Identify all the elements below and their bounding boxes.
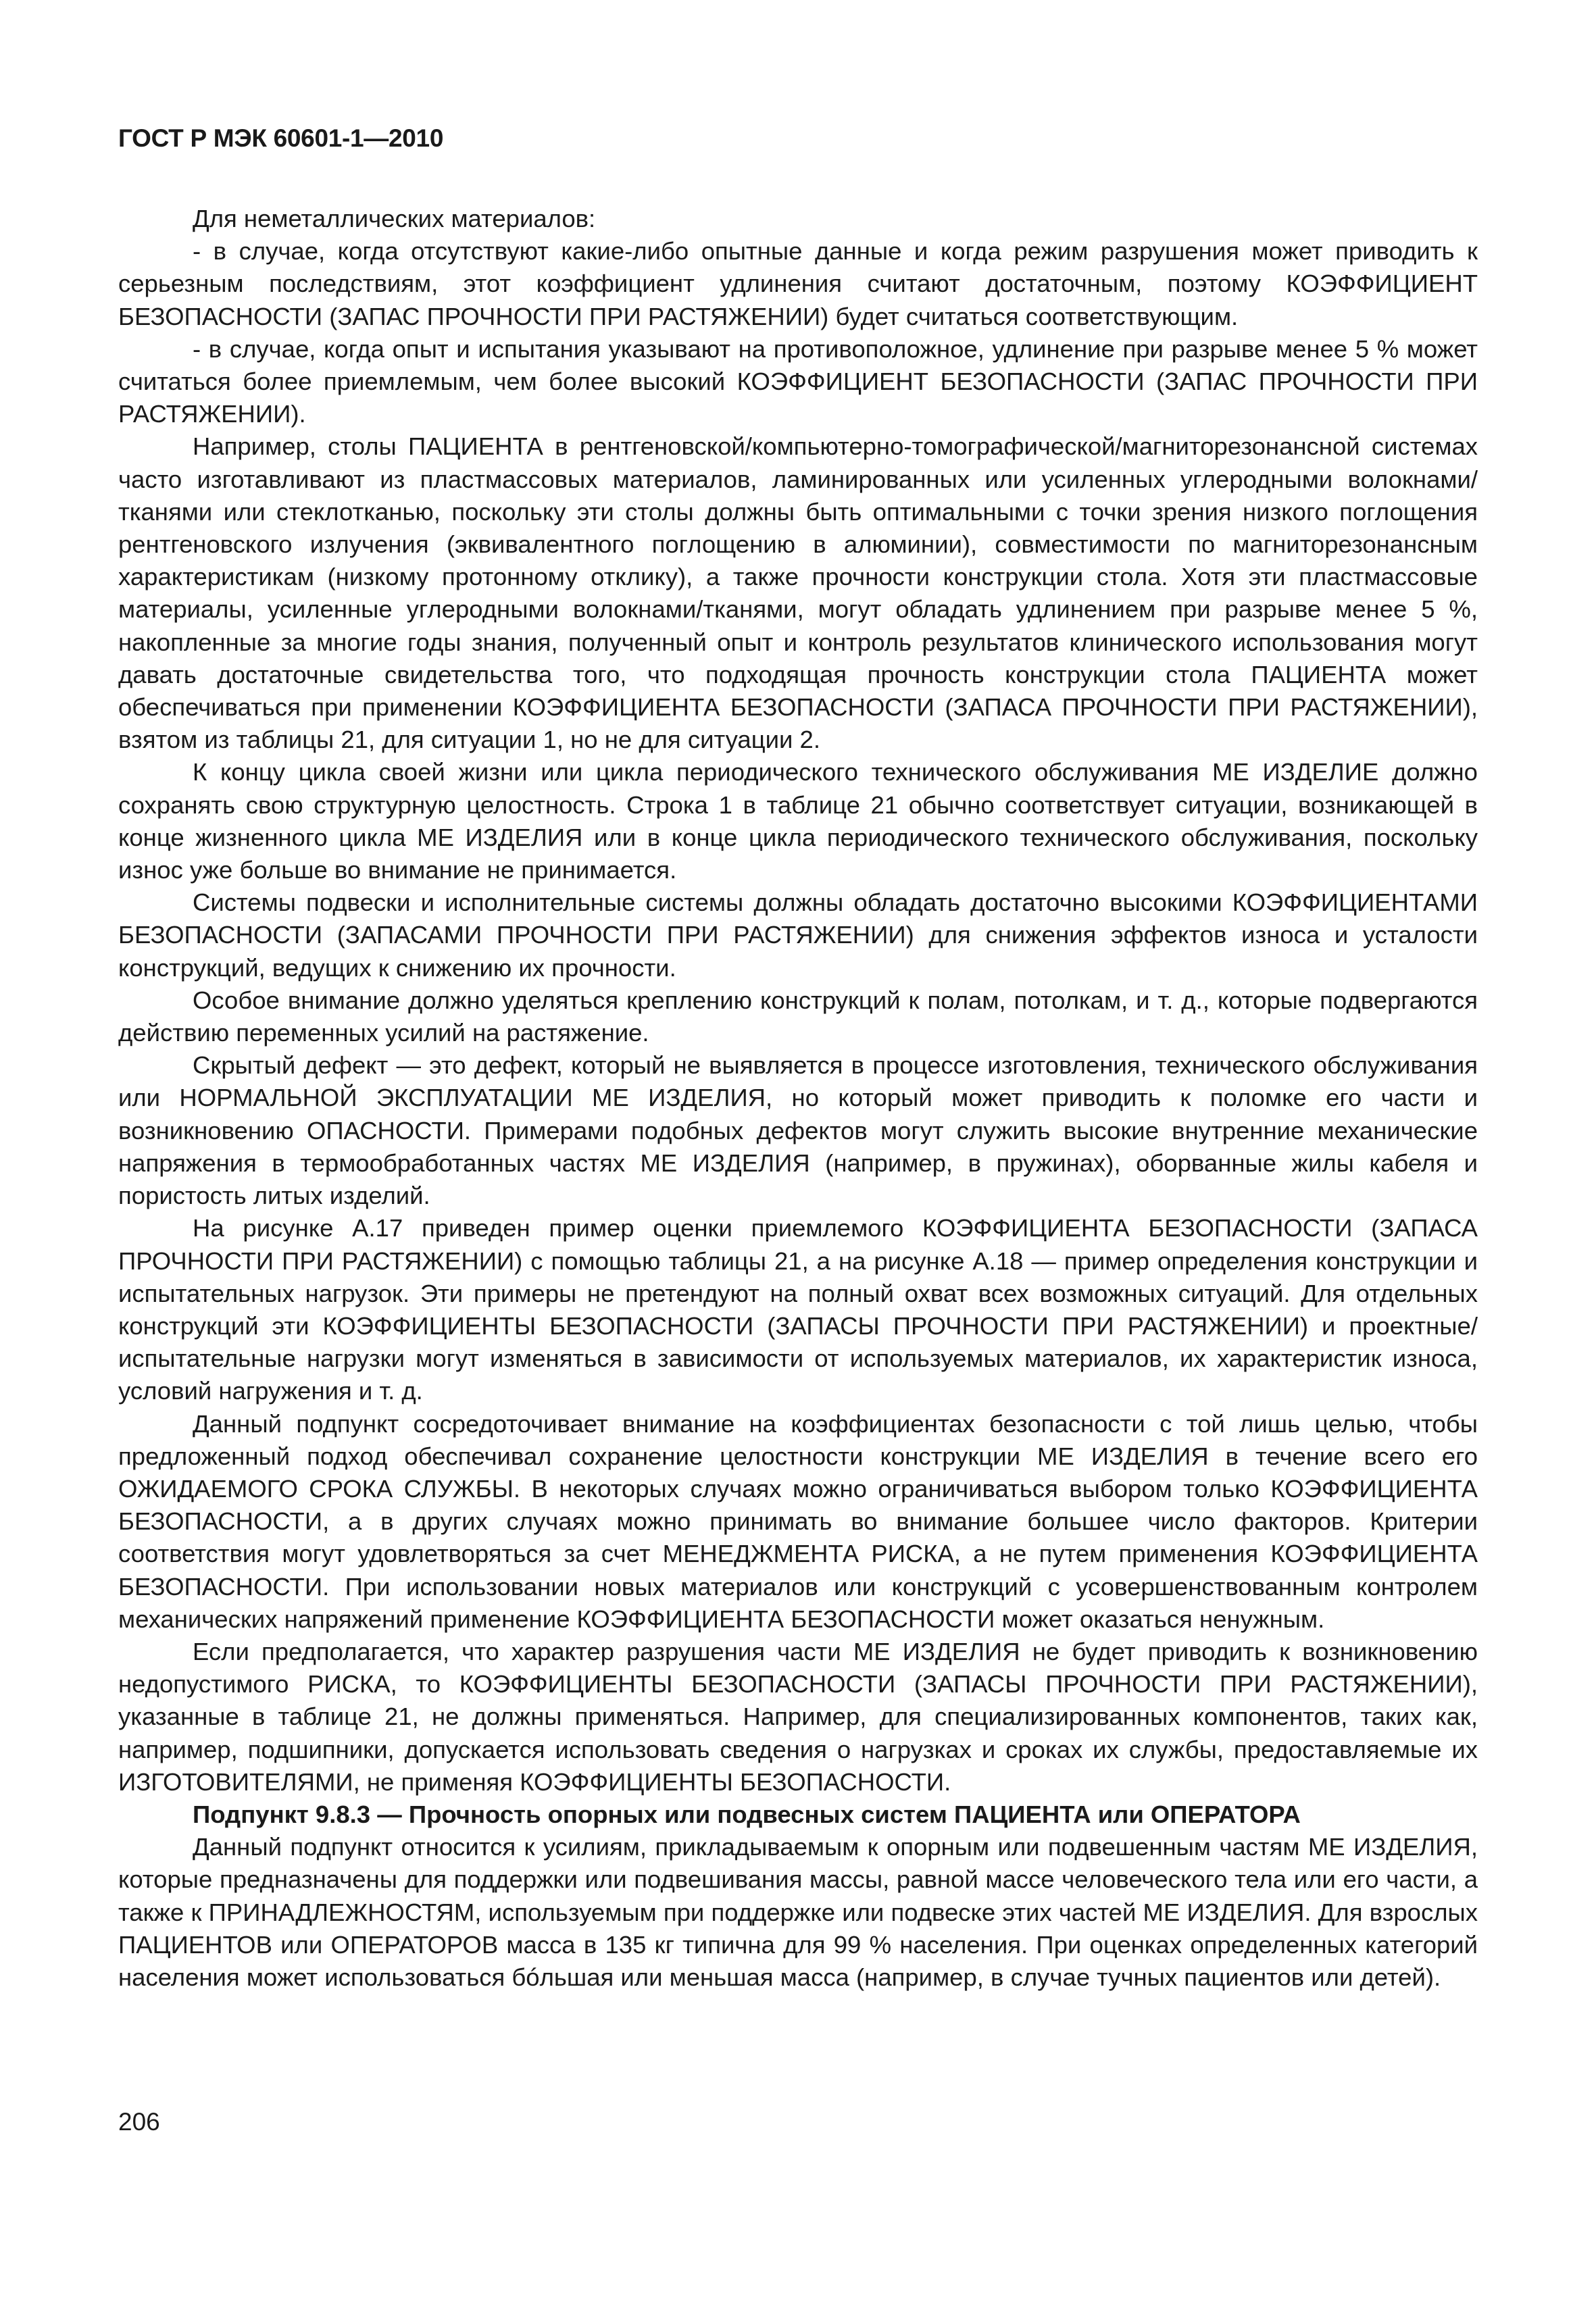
paragraph: - в случае, когда отсутствуют какие-либо опытные данные и когда режим разрушения может приводить к серьезным последствиям, этот коэффициент удлинения считают достаточным, поэтому КОЭФФИЦИЕНТ БЕЗОПАСНОСТИ (ЗАПАС ПРОЧНОСТИ ПРИ РАСТЯЖЕНИИ) будет считаться соответствующим.	[118, 237, 1478, 330]
document-header: ГОСТ Р МЭК 60601-1—2010	[118, 124, 444, 152]
paragraph: Например, столы ПАЦИЕНТА в рентгеновской/компьютерно-томографической/магниторезонансной системах часто изготавливают из пластмассовых материалов, ламинированных или усиленных углеродными волокнами/тканями или стеклотканью, поскольку эти столы должны быть оптимальными с точки зрения низкого поглощения рентгеновского излучения (эквивалентного поглощению в алюминии), совместимости по магниторезонансным характеристикам (низкому протонному отклику), а также прочности конструкции стола. Хотя эти пластмассовые материалы, усиленные углеродными волокнами/тканями, могут обладать удлинением при разрыве менее 5 %, накопленные за многие годы знания, полученный опыт и контроль результатов клинического использования могут давать достаточные свидетельства того, что подходящая прочность конструкции стола ПАЦИЕНТА может обеспечиваться при применении КОЭФФИЦИЕНТА БЕЗОПАСНОСТИ (ЗАПАСА ПРОЧНОСТИ ПРИ РАСТЯЖЕНИИ), взятом из таблицы 21, для ситуации 1, но не для ситуации 2.	[118, 432, 1478, 754]
paragraph: Скрытый дефект — это дефект, который не выявляется в процессе изготовления, технического обслуживания или НОРМАЛЬНОЙ ЭКСПЛУАТАЦИИ МЕ ИЗДЕЛИЯ, но который может приводить к поломке его части и возникновению ОПАСНОСТИ. Примерами подобных дефектов могут служить высокие внутренние механические напряжения в термообработанных частях МЕ ИЗДЕЛИЯ (например, в пружинах), оборванные жилы кабеля и пористость литых изделий.	[118, 1051, 1478, 1210]
paragraph: Особое внимание должно уделяться креплению конструкций к полам, потолкам, и т. д., которые подвергаются действию переменных усилий на растяжение.	[118, 986, 1478, 1047]
paragraph: Системы подвески и исполнительные системы должны обладать достаточно высокими КОЭФФИЦИЕНТАМИ БЕЗОПАСНОСТИ (ЗАПАСАМИ ПРОЧНОСТИ ПРИ РАСТЯЖЕНИИ) для снижения эффектов износа и усталости конструкций, ведущих к снижению их прочности.	[118, 888, 1478, 982]
paragraph: Если предполагается, что характер разрушения части МЕ ИЗДЕЛИЯ не будет приводить к возникновению недопустимого РИСКА, то КОЭФФИЦИЕНТЫ БЕЗОПАСНОСТИ (ЗАПАСЫ ПРОЧНОСТИ ПРИ РАСТЯЖЕНИИ), указанные в таблице 21, не должны применяться. Например, для специализированных компонентов, таких как, например, подшипники, допускается использовать сведения о нагрузках и сроках их службы, предоставляемые их ИЗГОТОВИТЕЛЯМИ, не применяя КОЭФФИЦИЕНТЫ БЕЗОПАСНОСТИ.	[118, 1637, 1478, 1796]
paragraph: Данный подпункт относится к усилиям, прикладываемым к опорным или подвешенным частям МЕ ИЗДЕЛИЯ, которые предназначены для поддержки или подвешивания массы, равной массе человеческого тела или его части, а также к ПРИНАДЛЕЖНОСТЯМ, используемым при поддержке или подвеске этих частей МЕ ИЗДЕЛИЯ. Для взрослых ПАЦИЕНТОВ или ОПЕРАТОРОВ масса в 135 кг типична для 99 % населения. При оценках определенных категорий населения может использоваться бóльшая или меньшая масса (например, в случае тучных пациентов или детей).	[118, 1833, 1478, 1991]
paragraph: Для неметаллических материалов:	[193, 205, 596, 232]
paragraph: - в случае, когда опыт и испытания указывают на противоположное, удлинение при разрыве менее 5 % может считаться более приемлемым, чем более высокий КОЭФФИЦИЕНТ БЕЗОПАСНОСТИ (ЗАПАС ПРОЧНОСТИ ПРИ РАСТЯЖЕНИИ).	[118, 334, 1478, 428]
paragraph: Данный подпункт сосредоточивает внимание на коэффициентах безопасности с той лишь целью, чтобы предложенный подход обеспечивал сохранение целостности конструкции МЕ ИЗДЕЛИЯ в течение всего его ОЖИДАЕМОГО СРОКА СЛУЖБЫ. В некоторых случаях можно ограничиваться выбором только КОЭФФИЦИЕНТА БЕЗОПАСНОСТИ, а в других случаях можно принимать во внимание большее число факторов. Критерии соответствия могут удовлетворяться за счет МЕНЕДЖМЕНТА РИСКА, а не путем применения КОЭФФИЦИЕНТА БЕЗОПАСНОСТИ. При использовании новых материалов или конструкций с усовершенствованным контролем механических напряжений применение КОЭФФИЦИЕНТА БЕЗОПАСНОСТИ может оказаться ненужным.	[118, 1409, 1478, 1633]
section-heading: Подпункт 9.8.3 — Прочность опорных или подвесных систем ПАЦИЕНТА или ОПЕРАТОРА	[193, 1800, 1301, 1828]
paragraph: На рисунке А.17 приведен пример оценки приемлемого КОЭФФИЦИЕНТА БЕЗОПАСНОСТИ (ЗАПАСА ПРОЧНОСТИ ПРИ РАСТЯЖЕНИИ) с помощью таблицы 21, а на рисунке А.18 — пример определения конструкции и испытательных нагрузок. Эти примеры не претендуют на полный охват всех возможных ситуаций. Для отдельных конструкций эти КОЭФФИЦИЕНТЫ БЕЗОПАСНОСТИ (ЗАПАСЫ ПРОЧНОСТИ ПРИ РАСТЯЖЕНИИ) и проектные/испытательные нагрузки могут изменяться в зависимости от используемых материалов, их характеристик износа, условий нагружения и т. д.	[118, 1214, 1478, 1405]
page-number: 206	[118, 2108, 160, 2136]
paragraph: К концу цикла своей жизни или цикла периодического технического обслуживания МЕ ИЗДЕЛИЕ должно сохранять свою структурную целостность. Строка 1 в таблице 21 обычно соответствует ситуации, возникающей в конце жизненного цикла МЕ ИЗДЕЛИЯ или в конце цикла периодического технического обслуживания, поскольку износ уже больше во внимание не принимается.	[118, 758, 1478, 884]
document-body	[118, 203, 1478, 1994]
